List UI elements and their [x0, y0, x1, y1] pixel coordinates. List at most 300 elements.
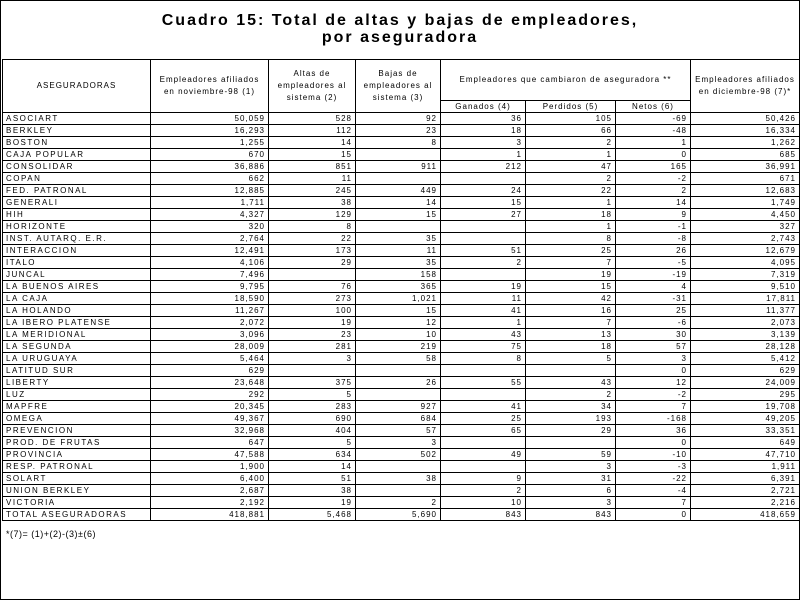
table-row — [3, 293, 800, 305]
value-cell-c2: 14 — [269, 137, 356, 149]
value-cell-c6: -4 — [616, 485, 691, 497]
value-cell-c3: 1,021 — [356, 293, 441, 305]
value-cell-c2: 528 — [269, 113, 356, 125]
value-cell-c1: 6,400 — [151, 473, 269, 485]
table-row — [3, 149, 800, 161]
value-cell-c5: 34 — [526, 401, 616, 413]
value-cell-c6: 36 — [616, 425, 691, 437]
value-cell-c2: 5 — [269, 437, 356, 449]
value-cell-c2: 3 — [269, 353, 356, 365]
value-cell-c7: 629 — [691, 365, 800, 377]
value-cell-c1: 1,255 — [151, 137, 269, 149]
value-cell-c5: 105 — [526, 113, 616, 125]
table-row — [3, 413, 800, 425]
value-cell-c1: 5,464 — [151, 353, 269, 365]
table-row — [3, 461, 800, 473]
value-cell-c4 — [441, 461, 526, 473]
value-cell-c1: 292 — [151, 389, 269, 401]
insurer-name-cell: LA MERIDIONAL — [3, 329, 151, 341]
table-row — [3, 305, 800, 317]
value-cell-c5: 2 — [526, 389, 616, 401]
table-row — [3, 473, 800, 485]
value-cell-c5: 193 — [526, 413, 616, 425]
value-cell-c4 — [441, 173, 526, 185]
value-cell-c1: 662 — [151, 173, 269, 185]
insurer-name-cell: LA IBERO PLATENSE — [3, 317, 151, 329]
value-cell-c5: 66 — [526, 125, 616, 137]
insurer-name-cell: VICTORIA — [3, 497, 151, 509]
table-row — [3, 281, 800, 293]
value-cell-c1: 12,885 — [151, 185, 269, 197]
value-cell-c5: 7 — [526, 317, 616, 329]
insurer-name-cell: FED. PATRONAL — [3, 185, 151, 197]
insurer-name-cell: CAJA POPULAR — [3, 149, 151, 161]
value-cell-c2: 22 — [269, 233, 356, 245]
table-row — [3, 329, 800, 341]
value-cell-c6: -48 — [616, 125, 691, 137]
value-cell-c7: 685 — [691, 149, 800, 161]
value-cell-c6: -8 — [616, 233, 691, 245]
value-cell-c5: 7 — [526, 257, 616, 269]
value-cell-c2: 281 — [269, 341, 356, 353]
value-cell-c6: -19 — [616, 269, 691, 281]
value-cell-c2: 851 — [269, 161, 356, 173]
value-cell-c7: 36,991 — [691, 161, 800, 173]
insurer-name-cell: LA CAJA — [3, 293, 151, 305]
value-cell-c5: 31 — [526, 473, 616, 485]
value-cell-c4 — [441, 437, 526, 449]
value-cell-c4: 27 — [441, 209, 526, 221]
value-cell-c3: 10 — [356, 329, 441, 341]
value-cell-c1: 320 — [151, 221, 269, 233]
value-cell-c7: 5,412 — [691, 353, 800, 365]
value-cell-c5: 42 — [526, 293, 616, 305]
value-cell-c3: 365 — [356, 281, 441, 293]
value-cell-c6: -3 — [616, 461, 691, 473]
table-row — [3, 113, 800, 125]
insurer-name-cell: MAPFRE — [3, 401, 151, 413]
value-cell-c3: 219 — [356, 341, 441, 353]
insurer-name-cell: INTERACCION — [3, 245, 151, 257]
value-cell-c6: 7 — [616, 497, 691, 509]
insurer-name-cell: OMEGA — [3, 413, 151, 425]
value-cell-c7: 9,510 — [691, 281, 800, 293]
insurer-name-cell: PROD. DE FRUTAS — [3, 437, 151, 449]
value-cell-c7: 4,095 — [691, 257, 800, 269]
value-cell-c1: 12,491 — [151, 245, 269, 257]
value-cell-c1: 32,968 — [151, 425, 269, 437]
value-cell-c4: 10 — [441, 497, 526, 509]
value-cell-c5 — [526, 365, 616, 377]
value-cell-c4 — [441, 269, 526, 281]
table-row — [3, 437, 800, 449]
table-row — [3, 449, 800, 461]
insurer-name-cell: ASOCIART — [3, 113, 151, 125]
value-cell-c3: 26 — [356, 377, 441, 389]
value-cell-c3 — [356, 365, 441, 377]
header-col3: Bajas de empleadores al sistema (3) — [356, 60, 441, 113]
value-cell-c3: 684 — [356, 413, 441, 425]
value-cell-c3: 92 — [356, 113, 441, 125]
table-row — [3, 137, 800, 149]
table-row — [3, 341, 800, 353]
insurer-name-cell: HIH — [3, 209, 151, 221]
value-cell-c5: 59 — [526, 449, 616, 461]
table-row — [3, 173, 800, 185]
value-cell-c2: 129 — [269, 209, 356, 221]
total-row — [3, 509, 800, 521]
header-col7: Empleadores afiliados en diciembre-98 (7)* — [691, 60, 800, 113]
value-cell-c3: 38 — [356, 473, 441, 485]
table-row — [3, 365, 800, 377]
value-cell-c6: -1 — [616, 221, 691, 233]
value-cell-c7: 24,009 — [691, 377, 800, 389]
value-cell-c1: 3,096 — [151, 329, 269, 341]
value-cell-c5: 18 — [526, 209, 616, 221]
value-cell-c5: 2 — [526, 173, 616, 185]
table-row — [3, 497, 800, 509]
value-cell-c2: 273 — [269, 293, 356, 305]
value-cell-c7: 19,708 — [691, 401, 800, 413]
value-cell-c3: 158 — [356, 269, 441, 281]
value-cell-c5: 1 — [526, 149, 616, 161]
value-cell-c7: 1,262 — [691, 137, 800, 149]
insurer-name-cell: LA SEGUNDA — [3, 341, 151, 353]
table-row — [3, 485, 800, 497]
value-cell-c3: 58 — [356, 353, 441, 365]
value-cell-c1: 16,293 — [151, 125, 269, 137]
value-cell-c5: 29 — [526, 425, 616, 437]
value-cell-c1: 20,345 — [151, 401, 269, 413]
value-cell-c2: 375 — [269, 377, 356, 389]
value-cell-c6: 0 — [616, 149, 691, 161]
value-cell-c1: 47,588 — [151, 449, 269, 461]
table-row — [3, 425, 800, 437]
value-cell-c2: 19 — [269, 497, 356, 509]
value-cell-c4 — [441, 365, 526, 377]
value-cell-c3: 12 — [356, 317, 441, 329]
value-cell-c7: 327 — [691, 221, 800, 233]
insurer-name-cell: SOLART — [3, 473, 151, 485]
value-cell-c7: 12,683 — [691, 185, 800, 197]
table-row — [3, 221, 800, 233]
value-cell-c1: 418,881 — [151, 509, 269, 521]
value-cell-c1: 4,106 — [151, 257, 269, 269]
table-row — [3, 125, 800, 137]
table-row — [3, 245, 800, 257]
value-cell-c3 — [356, 461, 441, 473]
value-cell-c3: 927 — [356, 401, 441, 413]
value-cell-c7: 2,721 — [691, 485, 800, 497]
value-cell-c7: 2,216 — [691, 497, 800, 509]
value-cell-c5: 15 — [526, 281, 616, 293]
value-cell-c6: 14 — [616, 197, 691, 209]
header-group-cambiaron: Empleadores que cambiaron de aseguradora ** — [441, 60, 691, 101]
value-cell-c2: 173 — [269, 245, 356, 257]
value-cell-c1: 1,711 — [151, 197, 269, 209]
value-cell-c2: 23 — [269, 329, 356, 341]
value-cell-c7: 28,128 — [691, 341, 800, 353]
value-cell-c4: 41 — [441, 305, 526, 317]
value-cell-c5: 16 — [526, 305, 616, 317]
value-cell-c3: 5,690 — [356, 509, 441, 521]
value-cell-c6: 7 — [616, 401, 691, 413]
value-cell-c6: -6 — [616, 317, 691, 329]
value-cell-c5 — [526, 437, 616, 449]
value-cell-c4: 19 — [441, 281, 526, 293]
value-cell-c4: 8 — [441, 353, 526, 365]
value-cell-c1: 36,886 — [151, 161, 269, 173]
insurer-name-cell: CONSOLIDAR — [3, 161, 151, 173]
value-cell-c3: 449 — [356, 185, 441, 197]
value-cell-c6: 3 — [616, 353, 691, 365]
value-cell-c6: -2 — [616, 389, 691, 401]
insurer-name-cell: UNION BERKLEY — [3, 485, 151, 497]
value-cell-c5: 25 — [526, 245, 616, 257]
value-cell-c3: 23 — [356, 125, 441, 137]
value-cell-c7: 11,377 — [691, 305, 800, 317]
value-cell-c5: 1 — [526, 197, 616, 209]
value-cell-c2: 14 — [269, 461, 356, 473]
value-cell-c4: 1 — [441, 317, 526, 329]
value-cell-c6: 1 — [616, 137, 691, 149]
table-row — [3, 197, 800, 209]
insurer-name-cell: GENERALI — [3, 197, 151, 209]
table-row — [3, 257, 800, 269]
insurer-name-cell: INST. AUTARQ. E.R. — [3, 233, 151, 245]
insurer-name-cell: LA HOLANDO — [3, 305, 151, 317]
value-cell-c4 — [441, 221, 526, 233]
value-cell-c1: 1,900 — [151, 461, 269, 473]
value-cell-c2: 11 — [269, 173, 356, 185]
title-line-1: Cuadro 15: Total de altas y bajas de empleadores, — [161, 12, 639, 29]
header-col4: Ganados (4) — [441, 101, 526, 113]
value-cell-c4: 2 — [441, 485, 526, 497]
insurers-table — [2, 59, 800, 521]
value-cell-c1: 23,648 — [151, 377, 269, 389]
value-cell-c2: 38 — [269, 485, 356, 497]
value-cell-c7: 6,391 — [691, 473, 800, 485]
value-cell-c2 — [269, 269, 356, 281]
insurer-name-cell: LIBERTY — [3, 377, 151, 389]
value-cell-c4: 9 — [441, 473, 526, 485]
value-cell-c4: 15 — [441, 197, 526, 209]
header-col2: Altas de empleadores al sistema (2) — [269, 60, 356, 113]
value-cell-c5: 843 — [526, 509, 616, 521]
value-cell-c3: 35 — [356, 233, 441, 245]
table-row — [3, 389, 800, 401]
value-cell-c1: 11,267 — [151, 305, 269, 317]
value-cell-c7: 2,073 — [691, 317, 800, 329]
title-line-2: por aseguradora — [321, 29, 479, 46]
value-cell-c3: 15 — [356, 305, 441, 317]
table-row — [3, 353, 800, 365]
table-body — [3, 113, 800, 521]
value-cell-c2: 112 — [269, 125, 356, 137]
value-cell-c4: 18 — [441, 125, 526, 137]
insurer-name-cell: PREVENCION — [3, 425, 151, 437]
value-cell-c3 — [356, 389, 441, 401]
header-col6: Netos (6) — [616, 101, 691, 113]
insurer-name-cell: ITALO — [3, 257, 151, 269]
table-row — [3, 269, 800, 281]
value-cell-c7: 49,205 — [691, 413, 800, 425]
value-cell-c6: 4 — [616, 281, 691, 293]
insurer-name-cell: BOSTON — [3, 137, 151, 149]
value-cell-c3: 3 — [356, 437, 441, 449]
value-cell-c7: 12,679 — [691, 245, 800, 257]
value-cell-c4: 55 — [441, 377, 526, 389]
value-cell-c2: 38 — [269, 197, 356, 209]
header-col1: Empleadores afiliados en noviembre-98 (1) — [151, 60, 269, 113]
value-cell-c3: 911 — [356, 161, 441, 173]
value-cell-c7: 17,811 — [691, 293, 800, 305]
value-cell-c6: -69 — [616, 113, 691, 125]
value-cell-c6: 57 — [616, 341, 691, 353]
insurer-name-cell: HORIZONTE — [3, 221, 151, 233]
value-cell-c4: 51 — [441, 245, 526, 257]
value-cell-c2: 5,468 — [269, 509, 356, 521]
value-cell-c7: 671 — [691, 173, 800, 185]
table-row — [3, 209, 800, 221]
value-cell-c1: 670 — [151, 149, 269, 161]
value-cell-c6: -2 — [616, 173, 691, 185]
value-cell-c2: 404 — [269, 425, 356, 437]
value-cell-c6: 0 — [616, 437, 691, 449]
value-cell-c7: 649 — [691, 437, 800, 449]
value-cell-c7: 4,450 — [691, 209, 800, 221]
value-cell-c6: 25 — [616, 305, 691, 317]
value-cell-c7: 3,139 — [691, 329, 800, 341]
value-cell-c5: 13 — [526, 329, 616, 341]
value-cell-c1: 18,590 — [151, 293, 269, 305]
value-cell-c2: 8 — [269, 221, 356, 233]
value-cell-c2: 5 — [269, 389, 356, 401]
table-row — [3, 401, 800, 413]
value-cell-c4: 24 — [441, 185, 526, 197]
value-cell-c5: 8 — [526, 233, 616, 245]
value-cell-c1: 50,059 — [151, 113, 269, 125]
insurer-name-cell: LUZ — [3, 389, 151, 401]
insurer-name-cell: RESP. PATRONAL — [3, 461, 151, 473]
value-cell-c1: 2,764 — [151, 233, 269, 245]
value-cell-c7: 1,911 — [691, 461, 800, 473]
value-cell-c2: 15 — [269, 149, 356, 161]
value-cell-c6: 26 — [616, 245, 691, 257]
value-cell-c2: 76 — [269, 281, 356, 293]
insurer-name-cell: COPAN — [3, 173, 151, 185]
table-row — [3, 377, 800, 389]
value-cell-c2: 100 — [269, 305, 356, 317]
insurer-name-cell: LA URUGUAYA — [3, 353, 151, 365]
insurer-name-cell: TOTAL ASEGURADORAS — [3, 509, 151, 521]
value-cell-c2: 283 — [269, 401, 356, 413]
value-cell-c5: 2 — [526, 137, 616, 149]
table-row — [3, 233, 800, 245]
value-cell-c3 — [356, 173, 441, 185]
value-cell-c3: 11 — [356, 245, 441, 257]
value-cell-c2: 690 — [269, 413, 356, 425]
insurer-name-cell: BERKLEY — [3, 125, 151, 137]
header-aseguradoras: ASEGURADORAS — [3, 60, 151, 113]
value-cell-c6: 2 — [616, 185, 691, 197]
value-cell-c3: 8 — [356, 137, 441, 149]
value-cell-c4: 2 — [441, 257, 526, 269]
value-cell-c6: 0 — [616, 365, 691, 377]
value-cell-c4: 212 — [441, 161, 526, 173]
value-cell-c6: -22 — [616, 473, 691, 485]
value-cell-c4: 49 — [441, 449, 526, 461]
value-cell-c3: 15 — [356, 209, 441, 221]
value-cell-c6: 165 — [616, 161, 691, 173]
table-title — [0, 12, 800, 46]
value-cell-c3: 2 — [356, 497, 441, 509]
value-cell-c1: 629 — [151, 365, 269, 377]
value-cell-c3: 35 — [356, 257, 441, 269]
value-cell-c4: 11 — [441, 293, 526, 305]
insurer-name-cell: LATITUD SUR — [3, 365, 151, 377]
value-cell-c4: 1 — [441, 149, 526, 161]
value-cell-c7: 50,426 — [691, 113, 800, 125]
value-cell-c1: 2,687 — [151, 485, 269, 497]
value-cell-c1: 7,496 — [151, 269, 269, 281]
value-cell-c5: 19 — [526, 269, 616, 281]
value-cell-c7: 33,351 — [691, 425, 800, 437]
table-row — [3, 317, 800, 329]
value-cell-c6: -10 — [616, 449, 691, 461]
value-cell-c5: 43 — [526, 377, 616, 389]
value-cell-c5: 18 — [526, 341, 616, 353]
value-cell-c6: 30 — [616, 329, 691, 341]
value-cell-c2: 19 — [269, 317, 356, 329]
insurer-name-cell: JUNCAL — [3, 269, 151, 281]
value-cell-c6: 0 — [616, 509, 691, 521]
value-cell-c7: 1,749 — [691, 197, 800, 209]
value-cell-c6: -5 — [616, 257, 691, 269]
value-cell-c4 — [441, 389, 526, 401]
value-cell-c1: 647 — [151, 437, 269, 449]
value-cell-c1: 28,009 — [151, 341, 269, 353]
insurer-name-cell: PROVINCIA — [3, 449, 151, 461]
value-cell-c6: -31 — [616, 293, 691, 305]
value-cell-c4: 41 — [441, 401, 526, 413]
value-cell-c4: 75 — [441, 341, 526, 353]
value-cell-c5: 6 — [526, 485, 616, 497]
value-cell-c6: 12 — [616, 377, 691, 389]
value-cell-c2: 51 — [269, 473, 356, 485]
value-cell-c7: 2,743 — [691, 233, 800, 245]
value-cell-c5: 22 — [526, 185, 616, 197]
value-cell-c4: 65 — [441, 425, 526, 437]
value-cell-c7: 16,334 — [691, 125, 800, 137]
value-cell-c1: 49,367 — [151, 413, 269, 425]
value-cell-c3 — [356, 149, 441, 161]
value-cell-c5: 5 — [526, 353, 616, 365]
value-cell-c4: 25 — [441, 413, 526, 425]
value-cell-c4: 36 — [441, 113, 526, 125]
value-cell-c7: 47,710 — [691, 449, 800, 461]
value-cell-c3: 57 — [356, 425, 441, 437]
value-cell-c4: 843 — [441, 509, 526, 521]
table-row — [3, 185, 800, 197]
value-cell-c6: 9 — [616, 209, 691, 221]
value-cell-c1: 2,192 — [151, 497, 269, 509]
value-cell-c5: 3 — [526, 497, 616, 509]
value-cell-c1: 4,327 — [151, 209, 269, 221]
value-cell-c7: 418,659 — [691, 509, 800, 521]
value-cell-c2: 245 — [269, 185, 356, 197]
value-cell-c4: 3 — [441, 137, 526, 149]
